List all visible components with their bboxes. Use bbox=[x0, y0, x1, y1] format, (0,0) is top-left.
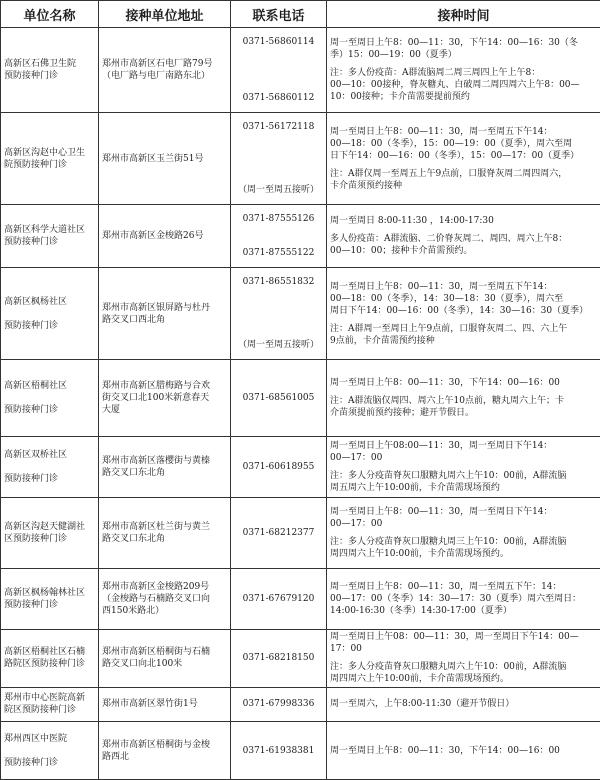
cell-line: 周一至周日上午8：00—11：30，周一至周日下午14： bbox=[330, 507, 553, 518]
cell-line: 高新区梧桐社区 bbox=[4, 381, 68, 392]
cell-line: 高新区沟赵中心卫生 bbox=[4, 147, 86, 158]
clinic-name-cell bbox=[1, 28, 99, 113]
cell-line: 周一至周日上午8：00—11：30，周一至周五下午14： bbox=[330, 281, 553, 292]
cell-line: 介苗须提前预约接种；避开节假日。 bbox=[330, 408, 475, 419]
cell-line: 预防接种门诊 bbox=[4, 600, 59, 611]
cell-line: 周一至周日 8:00-11:30 ，14:00-17:30 bbox=[330, 216, 494, 227]
cell-line: 9点前，卡介苗需预约接种 bbox=[330, 335, 435, 346]
clinic-address-cell bbox=[99, 113, 231, 205]
vaccination-time-cell bbox=[327, 629, 600, 687]
clinic-address-cell bbox=[99, 629, 231, 687]
cell-line: 注：多人分疫苗脊灰口服糖丸周六上午10：00前，A群流脑 bbox=[330, 662, 567, 673]
cell-line: 路西北 bbox=[102, 751, 130, 762]
table-row bbox=[1, 569, 600, 630]
cell-line: 周一至周日上午8：00—11：30，周一至周五下午14： bbox=[330, 126, 553, 137]
clinic-name-cell bbox=[1, 498, 99, 569]
cell-line: 00—10：00；接种卡介苗需预约。 bbox=[330, 246, 473, 257]
cell-line: （金梭路与石楠路交叉口向 bbox=[102, 594, 211, 605]
cell-line: 14:00-16:30（冬季）14:30-17:00（夏季） bbox=[330, 606, 512, 617]
cell-line: 注：多人分疫苗脊灰口服糖丸周三上午10：00前，A群流脑 bbox=[330, 537, 567, 548]
cell-line: 郑州市高新区杜兰街与黄兰 bbox=[102, 522, 211, 533]
vaccination-time-cell bbox=[327, 437, 600, 498]
clinic-address-cell bbox=[99, 28, 231, 113]
clinic-name-cell bbox=[1, 722, 99, 780]
cell-line: 路交叉口西北角 bbox=[102, 314, 166, 325]
cell-line: 日下午14：00—16：00（冬季），15：00—17：00（夏季） bbox=[330, 150, 580, 161]
header-name: 单位名称 bbox=[1, 1, 99, 28]
table-row bbox=[1, 629, 600, 687]
cell-line: 卡介苗须预约接种 bbox=[330, 180, 403, 191]
clinic-phone-cell bbox=[231, 687, 327, 721]
cell-line: 郑州市高新区玉兰街51号 bbox=[102, 153, 204, 164]
phone-number: 0371-61938381 bbox=[242, 745, 315, 756]
cell-line: 00—17：00（冬季）14：30—17：30（夏季）周六至周日： bbox=[330, 594, 582, 605]
vaccination-time-cell bbox=[327, 360, 600, 437]
cell-line: 周一至周日上午8：00—11：30，下午14：00—16：30（冬 bbox=[330, 38, 578, 49]
clinic-phone-cell bbox=[231, 569, 327, 630]
clinic-name-cell bbox=[1, 268, 99, 360]
cell-line: 注：多人份疫苗：A群流脑周二周三周四上午上午8： bbox=[330, 68, 541, 79]
phone-number: （周一至周五接听） bbox=[237, 340, 319, 351]
cell-line: 00—17：00 bbox=[330, 453, 383, 464]
table-row bbox=[1, 205, 600, 268]
clinic-phone-cell bbox=[231, 205, 327, 268]
cell-line: 周一至周日上午8：00—11：30，下午14：00—16：00 bbox=[330, 745, 560, 756]
clinic-phone-cell bbox=[231, 437, 327, 498]
clinic-address-cell bbox=[99, 205, 231, 268]
phone-number: 0371-60618955 bbox=[242, 462, 315, 473]
clinic-name-cell bbox=[1, 360, 99, 437]
header-address: 接种单位地址 bbox=[99, 1, 231, 28]
line-gap bbox=[4, 745, 96, 757]
header-phone: 联系电话 bbox=[231, 1, 327, 28]
clinic-phone-cell bbox=[231, 498, 327, 569]
cell-line: 00—18：00（冬季），15：00—19：00（夏季），周六至周 bbox=[330, 138, 573, 149]
cell-line: 郑州市高新区石电厂路79号 bbox=[102, 59, 213, 70]
clinic-address-cell bbox=[99, 722, 231, 780]
cell-line: 高新区沟赵天健湖社 bbox=[4, 522, 86, 533]
clinic-phone-cell bbox=[231, 113, 327, 205]
clinic-name-cell bbox=[1, 205, 99, 268]
phone-number: 0371-86551832 bbox=[242, 277, 315, 288]
cell-line: 预防接种门诊 bbox=[4, 405, 59, 416]
cell-line: 周四周六上午10:00前，卡介苗需现场预约。 bbox=[330, 674, 509, 685]
cell-line: 郑州市高新区金梭路26号 bbox=[102, 231, 204, 242]
phone-number: （周一至周五接听） bbox=[237, 185, 319, 196]
cell-line: 郑州市高新区梧桐街与石楠 bbox=[102, 647, 211, 658]
cell-line: 郑州市高新区翠竹街1号 bbox=[102, 699, 198, 710]
cell-line: 注：多人分疫苗脊灰口服糖丸周六上午10：00前，A群流脑 bbox=[330, 471, 567, 482]
clinic-address-cell bbox=[99, 360, 231, 437]
cell-line: 预防接种门诊 bbox=[4, 474, 59, 485]
phone-number: 0371-87555126 bbox=[242, 214, 315, 225]
cell-line: 周一至周日上午8：00—11：30，下午14：00—16：00 bbox=[330, 378, 560, 389]
clinic-phone-cell bbox=[231, 629, 327, 687]
cell-line: 区预防接种门诊 bbox=[4, 534, 68, 545]
cell-line: 周一至周日上午8：00—11：30，周一至周五下午：14： bbox=[330, 582, 562, 593]
clinic-name-cell bbox=[1, 687, 99, 721]
phone-number: 0371-56860114 bbox=[242, 37, 315, 48]
cell-line: 郑州市高新区银屏路与杜丹 bbox=[102, 302, 211, 313]
table-row bbox=[1, 687, 600, 721]
vaccination-time-cell bbox=[327, 113, 600, 205]
cell-line: 注：A群流脑仅周四、周六上午10点前，糖丸周六上午；卡 bbox=[330, 396, 564, 407]
cell-line: （电厂路与电厂南路东北） bbox=[102, 71, 211, 82]
clinic-name-cell bbox=[1, 113, 99, 205]
clinic-name-cell bbox=[1, 437, 99, 498]
phone-number: 0371-68561005 bbox=[242, 393, 315, 404]
cell-line: 西150米路北） bbox=[102, 606, 165, 617]
cell-line: 高新区梧桐社区石楠 bbox=[4, 647, 86, 658]
line-gap bbox=[4, 461, 96, 473]
vaccination-time-cell bbox=[327, 569, 600, 630]
cell-line: 00—17：00 bbox=[330, 519, 383, 530]
cell-line: 路院区预防接种门诊 bbox=[4, 659, 86, 670]
cell-line: 周一至周日上午08：00—11：30，周一至周日下午14：00— bbox=[330, 632, 579, 643]
cell-line: 预防接种门诊 bbox=[4, 71, 59, 82]
table-row bbox=[1, 722, 600, 780]
cell-line: 高新区枫杨翰林社区 bbox=[4, 588, 86, 599]
cell-line: 高新区枫杨社区 bbox=[4, 296, 68, 307]
table-row bbox=[1, 113, 600, 205]
vaccination-time-cell bbox=[327, 687, 600, 721]
clinic-name-cell bbox=[1, 629, 99, 687]
cell-line: 周五周六上午10:00前，卡介苗需现场预约 bbox=[330, 483, 500, 494]
clinic-phone-cell bbox=[231, 722, 327, 780]
cell-line: 多人份疫苗：A群流脑、二价脊灰周二、周四、周六上午8： bbox=[330, 234, 568, 245]
cell-line: 10：00接种；卡介苗需要提前预约 bbox=[330, 92, 470, 103]
clinic-phone-cell bbox=[231, 360, 327, 437]
clinic-phone-cell bbox=[231, 268, 327, 360]
cell-line: 周一至周六，上午8:00-11:30（避开节假日） bbox=[330, 699, 515, 710]
phone-number: 0371-67998336 bbox=[242, 699, 315, 710]
phone-number: 0371-68218150 bbox=[242, 653, 315, 664]
cell-line: 路交叉口东北角 bbox=[102, 468, 166, 479]
cell-line: 高新区科学大道社区 bbox=[4, 225, 86, 236]
line-gap bbox=[4, 392, 96, 404]
table-row bbox=[1, 437, 600, 498]
cell-line: 郑州市高新区梧桐街与金梭 bbox=[102, 739, 211, 750]
vaccination-time-cell bbox=[327, 722, 600, 780]
cell-line: 大厦 bbox=[102, 405, 121, 416]
cell-line: 预防接种门诊 bbox=[4, 757, 59, 768]
cell-line: 郑州市中心医院高新 bbox=[4, 693, 86, 704]
clinic-address-cell bbox=[99, 268, 231, 360]
phone-number: 0371-68212377 bbox=[242, 528, 315, 539]
phone-number: 0371-67679120 bbox=[242, 594, 315, 605]
cell-line: 00—18：00（冬季），14：30—18：30（夏季），周六至 bbox=[330, 293, 564, 304]
clinic-address-cell bbox=[99, 569, 231, 630]
vaccination-time-cell bbox=[327, 205, 600, 268]
table-header-row bbox=[1, 1, 600, 28]
vaccination-time-cell bbox=[327, 268, 600, 360]
vaccination-time-cell bbox=[327, 498, 600, 569]
cell-line: 路交叉口东北角 bbox=[102, 534, 166, 545]
cell-line: 季）15：00—19：00（夏季） bbox=[330, 50, 457, 61]
cell-line: 注：A群仅周一至周五上午9点前，口服脊灰周二周四周六， bbox=[330, 168, 568, 179]
cell-line: 注：A群周一至周日上午9点前，口服脊灰周二、四、六上午 bbox=[330, 323, 568, 334]
header-time: 接种时间 bbox=[327, 1, 600, 28]
cell-line: 00—10：00接种，脊灰糖丸、白破周二周四周六上午8：00— bbox=[330, 80, 580, 91]
cell-line: 高新区双桥社区 bbox=[4, 450, 68, 461]
table-row bbox=[1, 498, 600, 569]
line-gap bbox=[4, 308, 96, 320]
phone-number: 0371-56860112 bbox=[242, 93, 315, 104]
clinic-address-cell bbox=[99, 437, 231, 498]
vaccination-time-cell bbox=[327, 28, 600, 113]
cell-line: 郑州西区中医院 bbox=[4, 733, 68, 744]
cell-line: 预防接种门诊 bbox=[4, 237, 59, 248]
cell-line: 周日下午14：00—16：00（冬季），14：30—16：30（夏季） bbox=[330, 305, 589, 316]
cell-line: 预防接种门诊 bbox=[4, 320, 59, 331]
clinic-name-cell bbox=[1, 569, 99, 630]
cell-line: 高新区石佛卫生院 bbox=[4, 59, 77, 70]
cell-line: 17：00 bbox=[330, 644, 362, 655]
cell-line: 郑州市高新区金梭路209号 bbox=[102, 582, 210, 593]
phone-number: 0371-87555122 bbox=[242, 248, 315, 259]
cell-line: 街交叉口北100米新意春天 bbox=[102, 393, 210, 404]
clinic-phone-cell bbox=[231, 28, 327, 113]
clinic-address-cell bbox=[99, 687, 231, 721]
table-row bbox=[1, 28, 600, 113]
table-body bbox=[1, 28, 600, 780]
cell-line: 路交叉口向北100米 bbox=[102, 659, 183, 670]
cell-line: 周一至周日上午08:00—11：30，周一至周日下午14： bbox=[330, 441, 553, 452]
cell-line: 院预防接种门诊 bbox=[4, 159, 68, 170]
phone-number: 0371-56172118 bbox=[242, 122, 315, 133]
clinic-address-cell bbox=[99, 498, 231, 569]
cell-line: 周四周六上午10:00前，卡介苗需现场预约。 bbox=[330, 549, 509, 560]
table-row bbox=[1, 268, 600, 360]
cell-line: 郑州市高新区腊梅路与合欢 bbox=[102, 381, 211, 392]
cell-line: 郑州市高新区落樱街与黄榛 bbox=[102, 456, 211, 467]
cell-line: 院区预防接种门诊 bbox=[4, 705, 77, 716]
table-row bbox=[1, 360, 600, 437]
